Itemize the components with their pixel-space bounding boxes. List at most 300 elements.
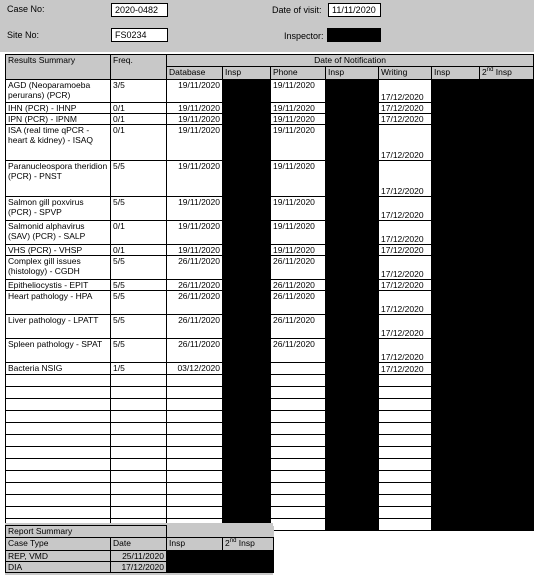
- result-insp-redacted: [326, 221, 379, 245]
- result-writing-date: 17/12/2020: [379, 114, 432, 125]
- result-insp-redacted: [326, 80, 379, 103]
- result-freq: 0/1: [111, 221, 167, 245]
- result-database-date: 26/11/2020: [167, 280, 223, 291]
- empty-cell: [167, 387, 223, 399]
- result-name: Spleen pathology - SPAT: [6, 339, 111, 363]
- result-writing-date: 17/12/2020: [379, 363, 432, 375]
- result-writing-date: 17/12/2020: [379, 161, 432, 197]
- empty-cell: [326, 447, 379, 459]
- empty-cell: [480, 447, 534, 459]
- table-row-empty: [6, 435, 534, 447]
- result-second-insp-redacted: [480, 125, 534, 161]
- empty-cell: [167, 447, 223, 459]
- result-freq: 0/1: [111, 125, 167, 161]
- result-phone-date: [271, 363, 326, 375]
- table-row: [6, 339, 534, 363]
- result-writing-date: 17/12/2020: [379, 221, 432, 245]
- empty-cell: [379, 507, 432, 519]
- date-of-visit-label: Date of visit:: [272, 5, 322, 15]
- result-insp-redacted: [432, 221, 480, 245]
- result-insp-redacted: [326, 315, 379, 339]
- result-database-date: 26/11/2020: [167, 315, 223, 339]
- result-database-date: 19/11/2020: [167, 80, 223, 103]
- result-name: ISA (real time qPCR - heart & kidney) - ISAQ: [6, 125, 111, 161]
- empty-cell: [111, 375, 167, 387]
- result-second-insp-redacted: [480, 280, 534, 291]
- result-second-insp-redacted: [480, 221, 534, 245]
- result-name: IPN (PCR) - IPNM: [6, 114, 111, 125]
- empty-cell: [379, 435, 432, 447]
- result-freq: 5/5: [111, 315, 167, 339]
- empty-cell: [223, 447, 271, 459]
- empty-cell: [6, 459, 111, 471]
- empty-cell: [223, 495, 271, 507]
- empty-cell: [271, 399, 326, 411]
- empty-cell: [111, 459, 167, 471]
- empty-cell: [326, 399, 379, 411]
- result-database-date: 19/11/2020: [167, 125, 223, 161]
- result-phone-date: 26/11/2020: [271, 291, 326, 315]
- result-phone-date: 19/11/2020: [271, 114, 326, 125]
- result-insp-redacted: [432, 291, 480, 315]
- empty-cell: [432, 507, 480, 519]
- table-row: [6, 114, 534, 125]
- empty-cell: [432, 399, 480, 411]
- result-database-date: 19/11/2020: [167, 197, 223, 221]
- empty-cell: [379, 411, 432, 423]
- result-freq: 5/5: [111, 197, 167, 221]
- table-row-empty: [6, 375, 534, 387]
- table-row: [6, 256, 534, 280]
- empty-cell: [111, 483, 167, 495]
- inspector-label: Inspector:: [284, 31, 324, 41]
- empty-cell: [480, 483, 534, 495]
- empty-cell: [480, 399, 534, 411]
- table-row: [6, 80, 534, 103]
- table-row: [6, 125, 534, 161]
- result-database-date: 19/11/2020: [167, 221, 223, 245]
- col-second-insp-text: Insp: [493, 67, 512, 77]
- empty-cell: [379, 387, 432, 399]
- empty-cell: [167, 495, 223, 507]
- result-second-insp-redacted: [480, 197, 534, 221]
- result-insp-redacted: [326, 245, 379, 256]
- empty-cell: [167, 435, 223, 447]
- col-freq: Freq.: [111, 55, 167, 80]
- result-insp-redacted: [223, 280, 271, 291]
- empty-cell: [111, 495, 167, 507]
- empty-cell: [6, 447, 111, 459]
- result-name: Paranucleospora theridion (PCR) - PNST: [6, 161, 111, 197]
- result-second-insp-redacted: [480, 339, 534, 363]
- result-second-insp-redacted: [480, 256, 534, 280]
- table-row: [6, 161, 534, 197]
- empty-cell: [111, 423, 167, 435]
- table-row-empty: [6, 447, 534, 459]
- table-row-empty: [6, 423, 534, 435]
- empty-cell: [432, 375, 480, 387]
- result-second-insp-redacted: [480, 363, 534, 375]
- result-insp-redacted: [432, 114, 480, 125]
- empty-cell: [326, 471, 379, 483]
- result-second-insp-redacted: [480, 103, 534, 114]
- empty-cell: [432, 471, 480, 483]
- result-name: Heart pathology - HPA: [6, 291, 111, 315]
- empty-cell: [432, 423, 480, 435]
- result-freq: 0/1: [111, 103, 167, 114]
- col-report-second-num: 2: [225, 538, 230, 548]
- empty-cell: [271, 387, 326, 399]
- case-no-field[interactable]: 2020-0482: [111, 3, 168, 17]
- result-name: IHN (PCR) - IHNP: [6, 103, 111, 114]
- empty-cell: [271, 435, 326, 447]
- empty-cell: [326, 483, 379, 495]
- result-insp-redacted: [432, 103, 480, 114]
- result-freq: 0/1: [111, 114, 167, 125]
- header-panel: [0, 0, 534, 52]
- result-database-date: 19/11/2020: [167, 114, 223, 125]
- result-insp-redacted: [326, 197, 379, 221]
- result-freq: 0/1: [111, 245, 167, 256]
- col-insp-2: Insp: [326, 67, 379, 80]
- empty-cell: [480, 387, 534, 399]
- empty-cell: [6, 471, 111, 483]
- empty-cell: [167, 507, 223, 519]
- inspector-field-redacted[interactable]: [327, 28, 381, 42]
- result-phone-date: 26/11/2020: [271, 256, 326, 280]
- empty-cell: [379, 495, 432, 507]
- result-insp-redacted: [432, 245, 480, 256]
- table-row: [6, 197, 534, 221]
- result-insp-redacted: [432, 363, 480, 375]
- empty-cell: [223, 375, 271, 387]
- empty-cell: [432, 495, 480, 507]
- empty-cell: [223, 435, 271, 447]
- report-insp-redacted: [167, 562, 223, 573]
- col-second-insp-sup: nd: [486, 67, 494, 74]
- empty-cell: [379, 399, 432, 411]
- result-freq: 5/5: [111, 291, 167, 315]
- col-database: Database: [167, 67, 223, 80]
- empty-cell: [379, 447, 432, 459]
- empty-cell: [480, 519, 534, 531]
- table-row: [6, 363, 534, 375]
- empty-cell: [379, 483, 432, 495]
- result-insp-redacted: [326, 114, 379, 125]
- empty-cell: [271, 447, 326, 459]
- empty-cell: [480, 471, 534, 483]
- report-date: 17/12/2020: [111, 562, 167, 573]
- result-insp-redacted: [432, 197, 480, 221]
- result-freq: 1/5: [111, 363, 167, 375]
- empty-cell: [326, 423, 379, 435]
- result-database-date: 19/11/2020: [167, 161, 223, 197]
- date-of-visit-field[interactable]: 11/11/2020: [328, 3, 381, 17]
- empty-cell: [271, 423, 326, 435]
- report-row: [6, 562, 274, 573]
- report-row: [6, 551, 274, 562]
- empty-cell: [167, 375, 223, 387]
- result-writing-date: 17/12/2020: [379, 197, 432, 221]
- empty-cell: [326, 507, 379, 519]
- table-row-empty: [6, 387, 534, 399]
- empty-cell: [326, 459, 379, 471]
- result-insp-redacted: [326, 103, 379, 114]
- result-insp-redacted: [326, 363, 379, 375]
- empty-cell: [271, 471, 326, 483]
- result-database-date: 19/11/2020: [167, 245, 223, 256]
- empty-cell: [480, 423, 534, 435]
- col-case-type: Case Type: [6, 538, 111, 551]
- results-table: [5, 54, 534, 531]
- result-phone-date: 26/11/2020: [271, 280, 326, 291]
- empty-cell: [326, 375, 379, 387]
- empty-cell: [326, 519, 379, 531]
- result-insp-redacted: [326, 125, 379, 161]
- empty-cell: [167, 411, 223, 423]
- col-report-second-insp: [223, 538, 274, 551]
- result-second-insp-redacted: [480, 80, 534, 103]
- col-date-of-notification: Date of Notification: [167, 55, 534, 67]
- result-database-date: 03/12/2020: [167, 363, 223, 375]
- result-second-insp-redacted: [480, 315, 534, 339]
- result-freq: 5/5: [111, 280, 167, 291]
- empty-cell: [111, 435, 167, 447]
- result-writing-date: 17/12/2020: [379, 339, 432, 363]
- result-writing-date: 17/12/2020: [379, 280, 432, 291]
- result-phone-date: 26/11/2020: [271, 339, 326, 363]
- result-insp-redacted: [223, 291, 271, 315]
- empty-cell: [6, 495, 111, 507]
- result-name: VHS (PCR) - VHSP: [6, 245, 111, 256]
- result-second-insp-redacted: [480, 114, 534, 125]
- empty-cell: [6, 423, 111, 435]
- result-insp-redacted: [432, 125, 480, 161]
- result-insp-redacted: [223, 103, 271, 114]
- result-name: Liver pathology - LPATT: [6, 315, 111, 339]
- table-row-empty: [6, 483, 534, 495]
- empty-cell: [271, 375, 326, 387]
- result-phone-date: 19/11/2020: [271, 197, 326, 221]
- empty-cell: [480, 459, 534, 471]
- empty-cell: [326, 411, 379, 423]
- empty-cell: [271, 483, 326, 495]
- table-row: [6, 291, 534, 315]
- result-database-date: 19/11/2020: [167, 103, 223, 114]
- col-report-date: Date: [111, 538, 167, 551]
- report-summary-spacer: [167, 526, 274, 538]
- site-no-label: Site No:: [7, 30, 40, 40]
- result-phone-date: 19/11/2020: [271, 103, 326, 114]
- result-insp-redacted: [223, 197, 271, 221]
- empty-cell: [6, 507, 111, 519]
- empty-cell: [111, 399, 167, 411]
- empty-cell: [271, 495, 326, 507]
- empty-cell: [223, 507, 271, 519]
- table-row-empty: [6, 471, 534, 483]
- result-insp-redacted: [326, 280, 379, 291]
- case-no-label: Case No:: [7, 4, 45, 14]
- result-freq: 5/5: [111, 161, 167, 197]
- result-insp-redacted: [223, 245, 271, 256]
- empty-cell: [167, 459, 223, 471]
- result-insp-redacted: [432, 280, 480, 291]
- empty-cell: [432, 435, 480, 447]
- col-report-second-text: Insp: [236, 538, 255, 548]
- result-freq: 5/5: [111, 339, 167, 363]
- col-second-insp-num: 2: [482, 67, 487, 77]
- table-row: [6, 245, 534, 256]
- result-insp-redacted: [223, 80, 271, 103]
- empty-cell: [111, 411, 167, 423]
- empty-cell: [271, 411, 326, 423]
- result-second-insp-redacted: [480, 161, 534, 197]
- result-insp-redacted: [223, 221, 271, 245]
- result-phone-date: 19/11/2020: [271, 80, 326, 103]
- result-writing-date: 17/12/2020: [379, 256, 432, 280]
- empty-cell: [223, 423, 271, 435]
- empty-cell: [271, 507, 326, 519]
- result-name: Bacteria NSIG: [6, 363, 111, 375]
- report-date: 25/11/2020: [111, 551, 167, 562]
- report-summary-table: [5, 525, 274, 573]
- result-phone-date: 26/11/2020: [271, 315, 326, 339]
- result-insp-redacted: [326, 339, 379, 363]
- empty-cell: [326, 387, 379, 399]
- report-case-type: REP, VMD: [6, 551, 111, 562]
- empty-cell: [379, 471, 432, 483]
- col-report-second-sup: nd: [229, 538, 237, 545]
- empty-cell: [432, 483, 480, 495]
- empty-cell: [167, 471, 223, 483]
- empty-cell: [480, 495, 534, 507]
- empty-cell: [223, 387, 271, 399]
- result-second-insp-redacted: [480, 291, 534, 315]
- empty-cell: [223, 399, 271, 411]
- result-database-date: 26/11/2020: [167, 339, 223, 363]
- result-phone-date: 19/11/2020: [271, 125, 326, 161]
- result-insp-redacted: [223, 256, 271, 280]
- result-name: Salmonid alphavirus (SAV) (PCR) - SALP: [6, 221, 111, 245]
- empty-cell: [6, 411, 111, 423]
- result-insp-redacted: [432, 80, 480, 103]
- empty-cell: [432, 519, 480, 531]
- empty-cell: [111, 471, 167, 483]
- result-phone-date: 19/11/2020: [271, 245, 326, 256]
- result-phone-date: 19/11/2020: [271, 221, 326, 245]
- empty-cell: [6, 387, 111, 399]
- result-freq: 3/5: [111, 80, 167, 103]
- empty-cell: [432, 387, 480, 399]
- result-writing-date: 17/12/2020: [379, 315, 432, 339]
- col-report-insp: Insp: [167, 538, 223, 551]
- result-writing-date: 17/12/2020: [379, 103, 432, 114]
- empty-cell: [379, 375, 432, 387]
- empty-cell: [432, 411, 480, 423]
- empty-cell: [480, 375, 534, 387]
- result-database-date: 26/11/2020: [167, 256, 223, 280]
- result-insp-redacted: [432, 339, 480, 363]
- result-name: Complex gill issues (histology) - CGDH: [6, 256, 111, 280]
- table-row: [6, 103, 534, 114]
- col-results-summary: Results Summary: [6, 55, 111, 80]
- site-no-field[interactable]: FS0234: [111, 28, 168, 42]
- empty-cell: [111, 447, 167, 459]
- empty-cell: [6, 483, 111, 495]
- empty-cell: [6, 375, 111, 387]
- empty-cell: [326, 435, 379, 447]
- empty-cell: [480, 435, 534, 447]
- result-freq: 5/5: [111, 256, 167, 280]
- empty-cell: [167, 423, 223, 435]
- result-writing-date: 17/12/2020: [379, 291, 432, 315]
- report-case-type: DIA: [6, 562, 111, 573]
- result-insp-redacted: [223, 315, 271, 339]
- col-second-insp: [480, 67, 534, 80]
- result-insp-redacted: [223, 114, 271, 125]
- result-database-date: 26/11/2020: [167, 291, 223, 315]
- result-insp-redacted: [223, 339, 271, 363]
- report-second-insp-redacted: [223, 551, 274, 562]
- empty-cell: [223, 483, 271, 495]
- result-insp-redacted: [326, 256, 379, 280]
- table-row-empty: [6, 399, 534, 411]
- result-second-insp-redacted: [480, 245, 534, 256]
- result-insp-redacted: [326, 291, 379, 315]
- result-writing-date: 17/12/2020: [379, 245, 432, 256]
- col-insp-1: Insp: [223, 67, 271, 80]
- result-insp-redacted: [223, 125, 271, 161]
- empty-cell: [111, 507, 167, 519]
- empty-cell: [379, 459, 432, 471]
- empty-cell: [379, 519, 432, 531]
- table-row: [6, 221, 534, 245]
- col-writing: Writing: [379, 67, 432, 80]
- empty-cell: [6, 435, 111, 447]
- empty-cell: [271, 459, 326, 471]
- empty-cell: [223, 459, 271, 471]
- empty-cell: [480, 411, 534, 423]
- col-insp-3: Insp: [432, 67, 480, 80]
- result-insp-redacted: [326, 161, 379, 197]
- table-row-empty: [6, 495, 534, 507]
- result-insp-redacted: [432, 256, 480, 280]
- empty-cell: [6, 399, 111, 411]
- table-row-empty: [6, 507, 534, 519]
- result-insp-redacted: [432, 315, 480, 339]
- empty-cell: [223, 471, 271, 483]
- empty-cell: [223, 411, 271, 423]
- empty-cell: [167, 399, 223, 411]
- result-name: Salmon gill poxvirus (PCR) - SPVP: [6, 197, 111, 221]
- empty-cell: [271, 519, 326, 531]
- table-row: [6, 280, 534, 291]
- empty-cell: [432, 459, 480, 471]
- empty-cell: [167, 483, 223, 495]
- empty-cell: [379, 423, 432, 435]
- table-row-empty: [6, 459, 534, 471]
- table-row-empty: [6, 411, 534, 423]
- result-insp-redacted: [223, 161, 271, 197]
- result-insp-redacted: [223, 363, 271, 375]
- report-insp-redacted: [167, 551, 223, 562]
- result-writing-date: 17/12/2020: [379, 125, 432, 161]
- result-phone-date: 19/11/2020: [271, 161, 326, 197]
- report-second-insp-redacted: [223, 562, 274, 573]
- empty-cell: [326, 495, 379, 507]
- result-insp-redacted: [432, 161, 480, 197]
- result-name: Epitheliocystis - EPIT: [6, 280, 111, 291]
